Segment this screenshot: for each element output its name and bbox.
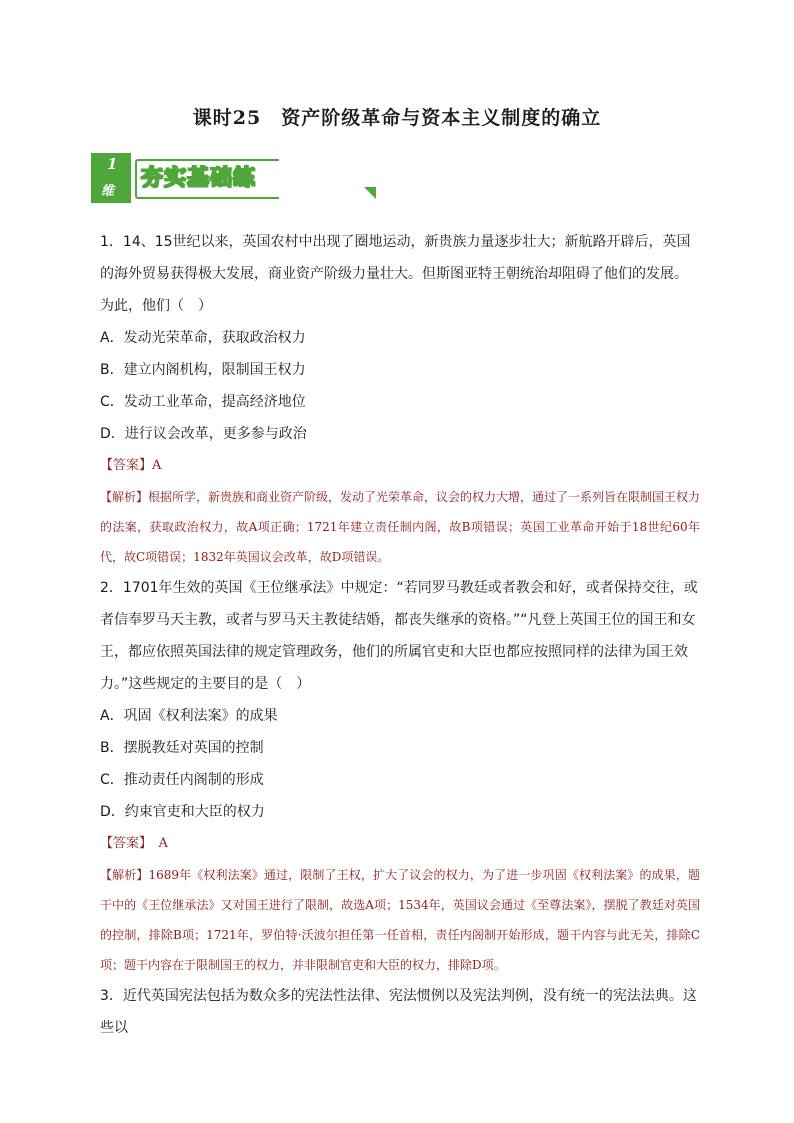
banner-badge (91, 153, 131, 203)
page-title: 课时25 资产阶级革命与资本主义制度的确立 (192, 107, 602, 129)
question-1-option-a: A．发动光荣革命，获取政治权力 (100, 330, 306, 346)
banner-corner-triangle (364, 187, 376, 199)
question-1-explanation: 【解析】根据所学，新贵族和商业资产阶级，发动了光荣革命，议会的权力大增，通过了一系列旨在限制国王权力的法案，获取政治权力，故A项正确；1721年建立责任制内阁，故B项错误；英国工业革命开始于18世纪60年代，故C项错误；1832年英国议会改革，故D项错误。 (100, 490, 701, 564)
question-3-stem: 3．近代英国宪法包括为数众多的宪法性法律、宪法惯例以及宪法判例，没有统一的宪法法典。这些以 (100, 988, 697, 1036)
question-2-answer: 【答案】 A (100, 836, 168, 851)
banner-label: 夯实基础练 (141, 166, 257, 191)
section-banner (91, 151, 287, 204)
question-1-option-c: C．发动工业革命，提高经济地位 (100, 394, 306, 410)
question-2-option-b: B．摆脱教廷对英国的控制 (100, 740, 264, 756)
question-2-stem: 2．1701年生效的英国《王位继承法》中规定：“若同罗马教廷或者教会和好，或者保持交往，或者信奉罗马天主教，或者与罗马天主教徒结婚，都丧失继承的资格。”“凡登上英国王位的国王和女王，都应依照英国法律的规定管理政务，他们的所属官吏和大臣也都应按照同样的法律为国王效力。”这些规定的主要目的是（ ） (100, 580, 698, 692)
banner-unit: 维 (101, 184, 115, 199)
question-2-option-a: A．巩固《权利法案》的成果 (100, 708, 278, 724)
question-1-option-b: B．建立内阁机构，限制国王权力 (100, 362, 306, 378)
question-2-option-c: C．推动责任内阁制的形成 (100, 772, 264, 788)
question-1-option-d: D．进行议会改革，更多参与政治 (100, 426, 307, 442)
question-2-explanation: 【解析】1689年《权利法案》通过，限制了王权，扩大了议会的权力，为了进一步巩固《权利法案》的成果，题干中的《王位继承法》又对国王进行了限制，故选A项；1534年，英国议会通过《至尊法案》，摆脱了教廷对英国的控制，排除B项；1721年，罗伯特·沃波尔担任第一任首相，责任内阁制开始形成，题干内容与此无关，排除C项；题干内容在于限制国王的权力，并非限制官吏和大臣的权力，排除D项。 (100, 868, 700, 972)
banner-number: 1 (107, 155, 118, 173)
question-list (100, 226, 700, 1044)
question-1-answer: 【答案】A (100, 458, 162, 473)
question-2-option-d: D．约束官吏和大臣的权力 (100, 804, 265, 820)
question-1-stem: 1．14、15世纪以来，英国农村中出现了圈地运动，新贵族力量逐步壮大；新航路开辟后，英国的海外贸易获得极大发展，商业资产阶级力量壮大。但斯图亚特王朝统治却阻碍了他们的发展。为此，他们（ ） (100, 234, 691, 314)
